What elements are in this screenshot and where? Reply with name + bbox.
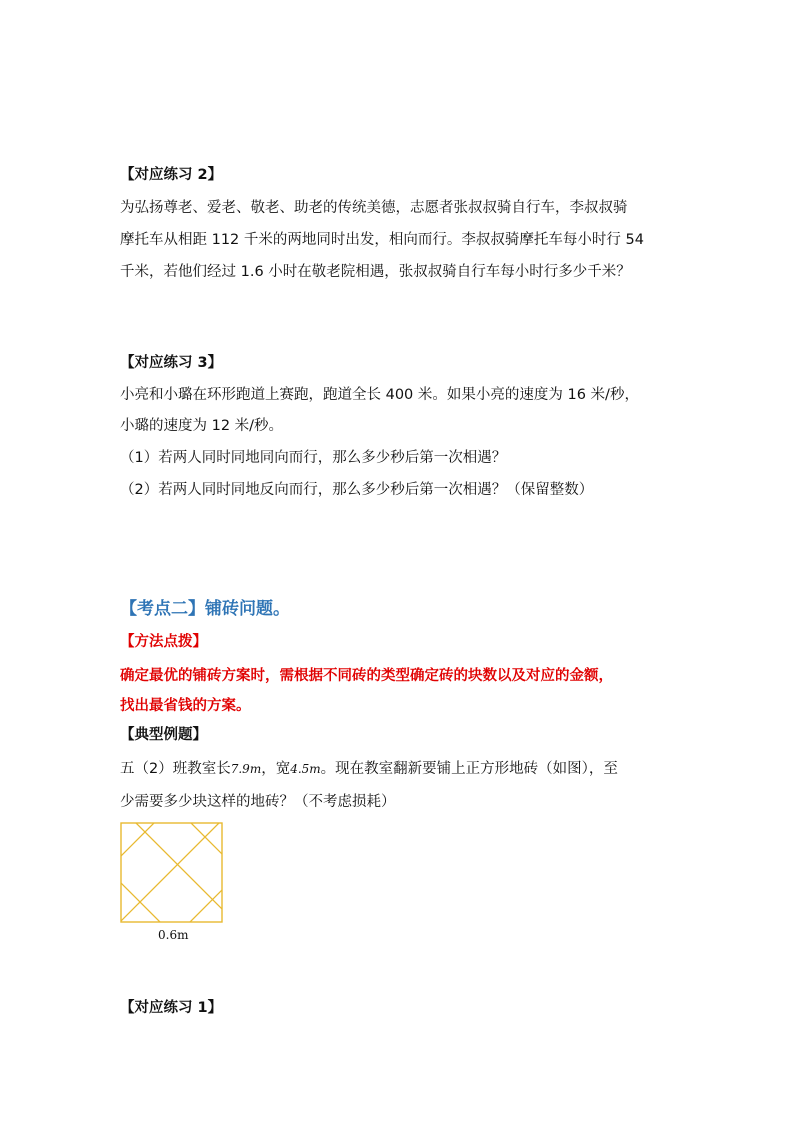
practice2-line-3: 千米，若他们经过 1.6 小时在敬老院相遇，张叔叔骑自行车每小时行多少千米？	[120, 264, 631, 280]
tile-line	[155, 822, 224, 902]
length-value: 7.9m	[230, 762, 262, 776]
method-line-2: 找出最省钱的方案。	[120, 698, 251, 714]
practice2-line-1: 为弘扬尊老、爱老、敬老、助老的传统美德，志愿者张叔叔骑自行车，李叔叔骑	[120, 200, 628, 216]
method-line-1: 确定最优的铺砖方案时，需根据不同砖的类型确定砖的块数以及对应的金额，	[120, 668, 613, 684]
tile-border	[121, 823, 222, 922]
tile-line	[120, 822, 224, 924]
practice1-header: 【对应练习 1】	[120, 1000, 223, 1016]
practice3-line-4: （2）若两人同时同地反向而行，那么多少秒后第一次相遇？（保留整数）	[120, 482, 594, 498]
example-header: 【典型例题】	[120, 727, 207, 743]
tile-line	[120, 842, 180, 924]
practice3-line-2: 小璐的速度为 12 米/秒。	[120, 418, 284, 434]
practice2-line-2: 摩托车从相距 112 千米的两地同时出发，相向而行。李叔叔骑摩托车每小时行 54	[120, 232, 644, 248]
method-header: 【方法点拨】	[120, 634, 207, 650]
example-text-b: ，宽	[261, 761, 291, 777]
practice3-line-1: 小亮和小璐在环形跑道上赛跑，跑道全长 400 米。如果小亮的速度为 16 米/秒，	[120, 387, 639, 403]
example-text-c: 。现在教室翻新要铺上正方形地砖（如图），至	[320, 761, 618, 777]
practice3-line-3: （1）若两人同时同地同向而行，那么多少秒后第一次相遇？	[120, 450, 507, 466]
practice3-header: 【对应练习 3】	[120, 355, 223, 371]
topic2-title: 【考点二】铺砖问题。	[120, 599, 290, 619]
tile-figure	[120, 822, 224, 924]
practice2-header: 【对应练习 2】	[120, 167, 223, 183]
example-text-a: 五（2）班教室长	[120, 761, 231, 777]
tile-line	[120, 822, 224, 924]
example-line-2: 少需要多少块这样的地砖？（不考虑损耗）	[120, 794, 396, 810]
figure-caption: 0.6m	[158, 928, 189, 942]
example-line-1	[120, 757, 618, 778]
tile-line	[120, 822, 190, 897]
width-value: 4.5m	[290, 762, 321, 776]
